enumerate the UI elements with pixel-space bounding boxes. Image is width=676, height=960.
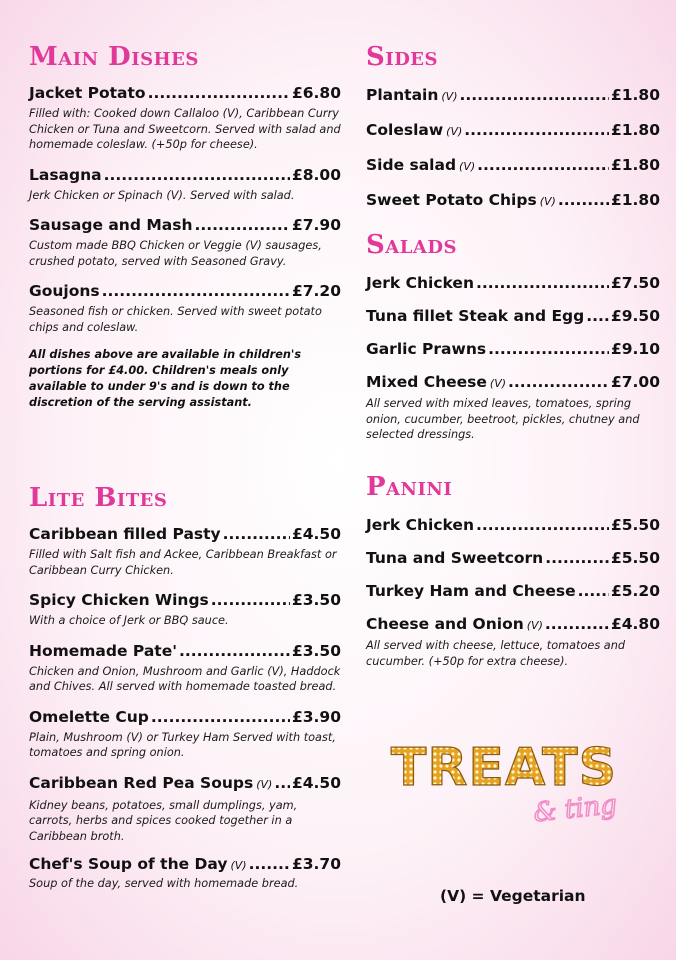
item-price: £3.50 bbox=[291, 641, 341, 660]
item-name: Lasagna bbox=[29, 165, 102, 184]
vegetarian-mark: (V) bbox=[539, 195, 556, 208]
vegetarian-mark: (V) bbox=[256, 777, 273, 791]
sides-section bbox=[366, 44, 660, 212]
item-price: £9.10 bbox=[610, 340, 660, 358]
item-price: £7.20 bbox=[291, 282, 341, 300]
menu-item bbox=[366, 190, 660, 212]
section-title-panini: Panini bbox=[366, 472, 453, 502]
item-name: Tuna fillet Steak and Egg bbox=[366, 307, 585, 325]
item-name: Spicy Chicken Wings bbox=[29, 591, 209, 609]
item-price: £3.70 bbox=[291, 855, 341, 873]
item-description: Jerk Chicken or Spinach (V). Served with salad. bbox=[29, 188, 295, 202]
menu-item bbox=[366, 155, 660, 177]
item-name: Chef's Soup of the Day bbox=[29, 855, 228, 873]
item-price: £3.50 bbox=[291, 591, 341, 609]
menu-item bbox=[29, 165, 341, 204]
item-description: Kidney beans, potatoes, small dumplings, yam, carrots, herbs and spices cooked together in a Caribbean broth. bbox=[29, 798, 298, 843]
childrens-portions-note: All dishes above are available in children's portions for £4.00. Children's meals only available to under 9's and is down to the discretion of the serving assistant. bbox=[29, 348, 302, 409]
item-name: Turkey Ham and Cheese bbox=[366, 582, 576, 600]
item-description: Filled with: Cooked down Callaloo (V), Caribbean Curry Chicken or Tuna and Sweetcorn. Served with salad and homemade coleslaw. (+50p for cheese). bbox=[29, 107, 341, 151]
item-price: £4.80 bbox=[610, 615, 660, 633]
item-name: Plantain bbox=[366, 86, 439, 104]
menu-item bbox=[29, 524, 341, 578]
section-title-salads: Salads bbox=[366, 230, 457, 260]
logo-script-text: & ting bbox=[532, 789, 619, 829]
menu-item bbox=[366, 339, 660, 359]
menu-item bbox=[366, 548, 660, 568]
item-price: £4.50 bbox=[291, 525, 341, 543]
item-name: Jerk Chicken bbox=[366, 516, 474, 534]
menu-item bbox=[29, 854, 341, 892]
item-price: £3.90 bbox=[291, 707, 341, 726]
item-name: Tuna and Sweetcorn bbox=[366, 549, 544, 567]
vegetarian-mark: (V) bbox=[441, 90, 458, 103]
item-price: £8.00 bbox=[291, 165, 341, 184]
vegetarian-mark: (V) bbox=[459, 160, 476, 173]
item-price: £1.80 bbox=[610, 156, 660, 174]
main-dishes-section bbox=[29, 44, 341, 411]
vegetarian-mark: (V) bbox=[446, 125, 463, 138]
item-price: £5.20 bbox=[610, 582, 660, 600]
item-name: Side salad bbox=[366, 156, 457, 174]
item-price: £1.80 bbox=[610, 191, 660, 209]
item-price: £7.50 bbox=[610, 274, 660, 292]
panini-section bbox=[366, 474, 660, 669]
menu-item bbox=[29, 707, 341, 761]
menu-item bbox=[29, 83, 341, 153]
item-name: Omelette Cup bbox=[29, 707, 149, 726]
menu-item bbox=[366, 120, 660, 142]
item-name: Cheese and Onion bbox=[366, 615, 524, 633]
item-price: £5.50 bbox=[610, 549, 660, 567]
item-description: Filled with Salt fish and Ackee, Caribbean Breakfast or Caribbean Curry Chicken. bbox=[29, 548, 337, 577]
item-description: Custom made BBQ Chicken or Veggie (V) sausages, crushed potato, served with Seasoned Gravy. bbox=[29, 239, 322, 268]
item-price: £4.50 bbox=[291, 773, 341, 792]
item-name: Sausage and Mash bbox=[29, 216, 193, 234]
menu-item bbox=[29, 590, 341, 629]
logo-main-text: TREATS bbox=[390, 738, 618, 798]
salads-note: All served with mixed leaves, tomatoes, spring onion, cucumber, beetroot, pickles, chutney and selected dressings. bbox=[366, 397, 640, 441]
vegetarian-legend: (V) = Vegetarian bbox=[440, 887, 586, 905]
menu-item bbox=[29, 215, 341, 269]
item-price: £1.80 bbox=[610, 86, 660, 104]
item-name: Sweet Potato Chips bbox=[366, 191, 537, 209]
menu-item bbox=[29, 281, 341, 335]
item-name: Mixed Cheese bbox=[366, 373, 487, 391]
item-price: £5.50 bbox=[610, 516, 660, 534]
item-name: Goujons bbox=[29, 282, 100, 300]
item-name: Homemade Pate' bbox=[29, 641, 177, 660]
item-description: Chicken and Onion, Mushroom and Garlic (V), Haddock and Chives. All served with homemade toasted bread. bbox=[29, 664, 341, 693]
item-description: Soup of the day, served with homemade bread. bbox=[29, 877, 299, 890]
menu-item bbox=[366, 85, 660, 107]
item-price: £1.80 bbox=[610, 121, 660, 139]
item-price: £7.00 bbox=[610, 373, 660, 391]
item-price: £9.50 bbox=[610, 307, 660, 325]
item-name: Garlic Prawns bbox=[366, 340, 487, 358]
treats-and-ting-logo bbox=[384, 733, 624, 843]
item-name: Jacket Potato bbox=[29, 84, 146, 102]
salads-section bbox=[366, 232, 660, 443]
section-title-sides: Sides bbox=[366, 42, 439, 72]
vegetarian-mark: (V) bbox=[230, 859, 247, 872]
panini-note: All served with cheese, lettuce, tomatoes and cucumber. (+50p for extra cheese). bbox=[366, 639, 626, 668]
item-name: Jerk Chicken bbox=[366, 274, 474, 292]
lite-bites-section bbox=[29, 485, 341, 892]
menu-item bbox=[366, 273, 660, 293]
item-description: With a choice of Jerk or BBQ sauce. bbox=[29, 614, 229, 627]
section-title-lite-bites: Lite Bites bbox=[29, 483, 168, 513]
vegetarian-mark: (V) bbox=[526, 619, 543, 632]
menu-item bbox=[366, 306, 660, 326]
menu-item bbox=[29, 773, 341, 845]
item-price: £7.90 bbox=[291, 216, 341, 234]
menu-item bbox=[366, 515, 660, 535]
vegetarian-mark: (V) bbox=[489, 377, 507, 390]
section-title-main-dishes: Main Dishes bbox=[29, 42, 199, 72]
item-price: £6.80 bbox=[291, 84, 341, 102]
menu-item bbox=[29, 641, 341, 695]
menu-item bbox=[366, 372, 660, 443]
menu-item bbox=[366, 581, 660, 601]
menu-item bbox=[366, 614, 660, 669]
item-description: Plain, Mushroom (V) or Turkey Ham Served with toast, tomatoes and spring onion. bbox=[29, 730, 336, 759]
item-description: Seasoned fish or chicken. Served with sweet potato chips and coleslaw. bbox=[29, 305, 322, 334]
item-name: Caribbean Red Pea Soups bbox=[29, 773, 254, 792]
item-name: Coleslaw bbox=[366, 121, 444, 139]
item-name: Caribbean filled Pasty bbox=[29, 525, 221, 543]
